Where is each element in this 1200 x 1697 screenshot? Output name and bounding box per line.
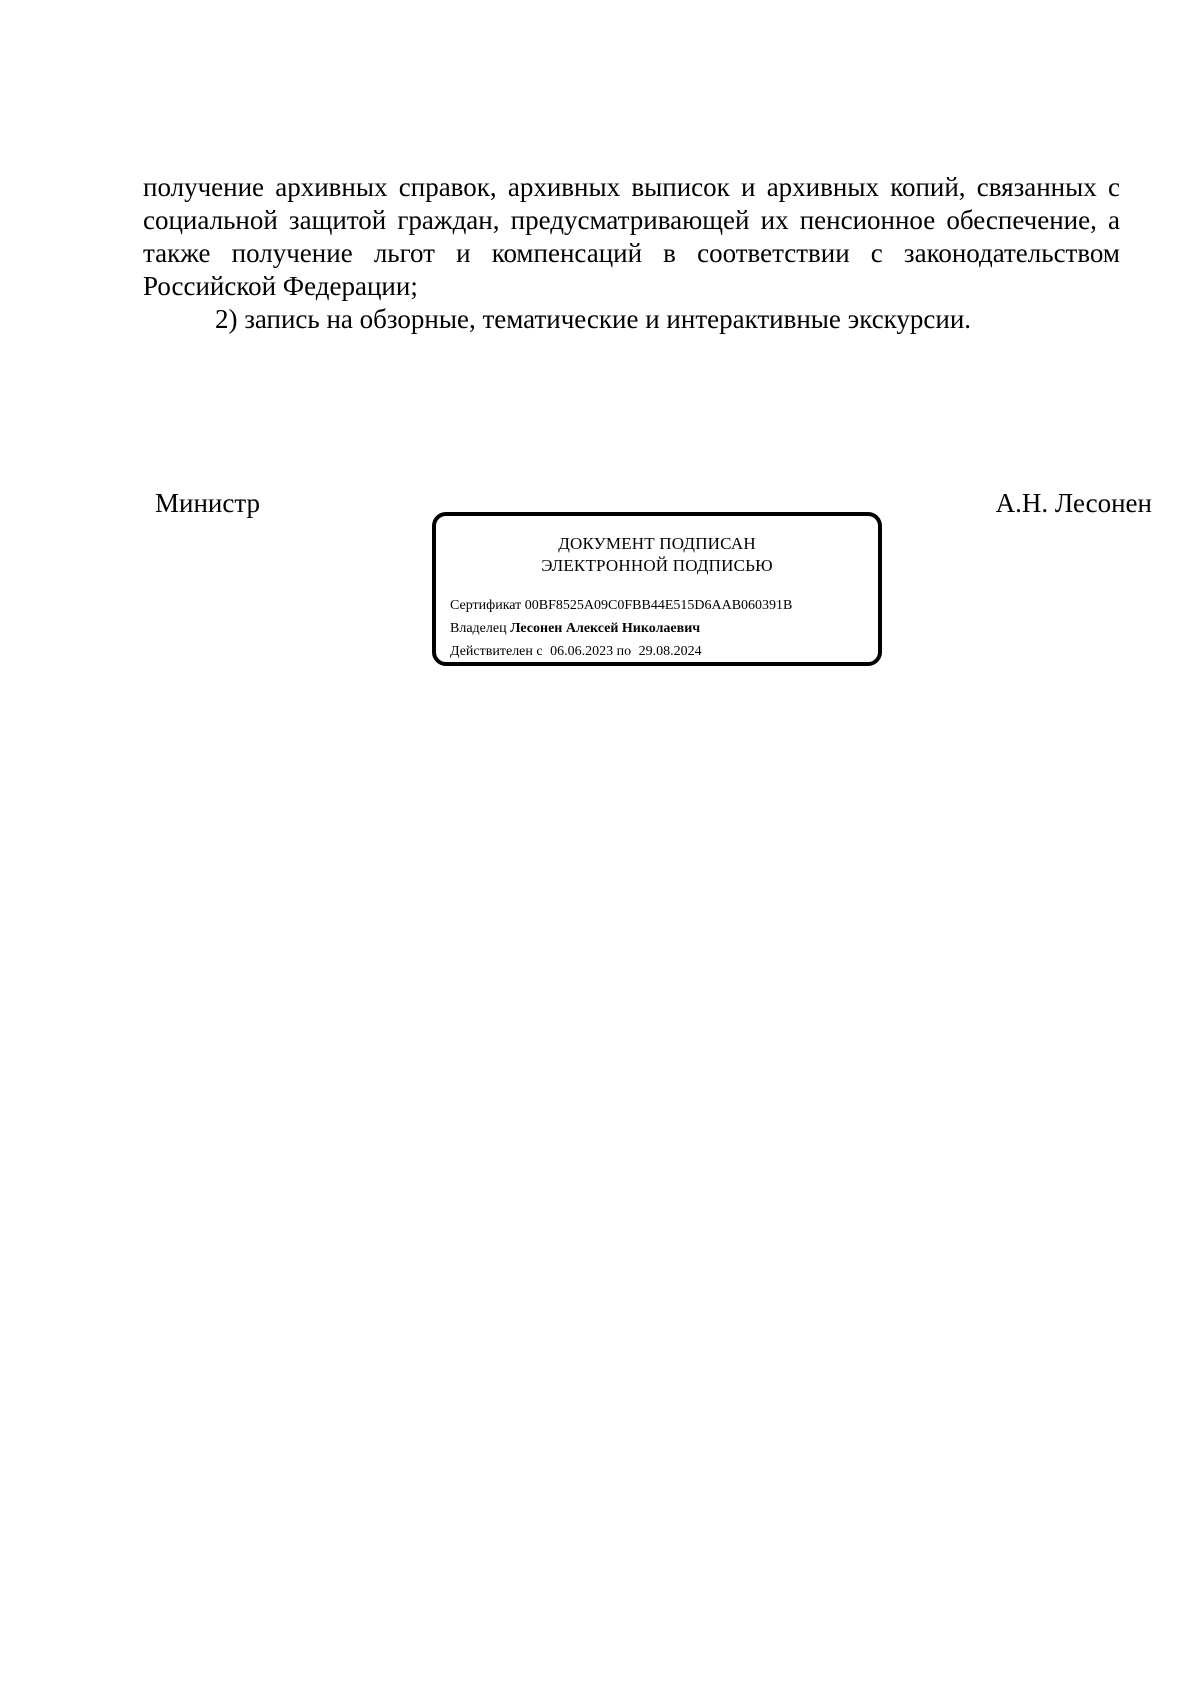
owner-value: Лесонен Алексей Николаевич (510, 621, 701, 636)
paragraph-line: получение архивных справок, архивных выписок и архивных копий, связанных (143, 172, 1097, 202)
validity-to-label: по (616, 644, 632, 659)
paragraph-item-2: 2) запись на обзорные, тематические и интерактивные экскурсии. (215, 304, 972, 334)
document-body (143, 171, 1120, 336)
owner-label: Владелец (450, 621, 507, 636)
signer-position: Министр (155, 488, 260, 518)
certificate-value: 00BF8525A09C0FBB44E515D6AAB060391B (524, 598, 793, 613)
paragraph-continuation (143, 171, 1120, 303)
electronic-signature-stamp (432, 512, 882, 666)
valid-to: 29.08.2024 (638, 644, 702, 659)
certificate-row (450, 594, 792, 617)
owner-row (450, 617, 792, 640)
valid-from: 06.06.2023 (550, 644, 614, 659)
paragraph-line: с социальной защитой граждан, предусматривающей их пенсионное обеспечение, (143, 172, 1121, 235)
validity-row (450, 640, 792, 663)
validity-label: Действителен с (450, 644, 543, 659)
stamp-details (450, 594, 792, 663)
certificate-label: Сертификат (450, 598, 522, 613)
stamp-heading (436, 533, 878, 577)
stamp-heading-line-1: ДОКУМЕНТ ПОДПИСАН (558, 534, 756, 553)
signer-name: А.Н. Лесонен (995, 488, 1152, 518)
paragraph-line: а также получение льгот и компенсаций в соответствии с законодательством (143, 205, 1121, 268)
stamp-heading-line-2: ЭЛЕКТРОННОЙ ПОДПИСЬЮ (541, 556, 773, 575)
paragraph-line: Российской Федерации; (143, 271, 418, 301)
